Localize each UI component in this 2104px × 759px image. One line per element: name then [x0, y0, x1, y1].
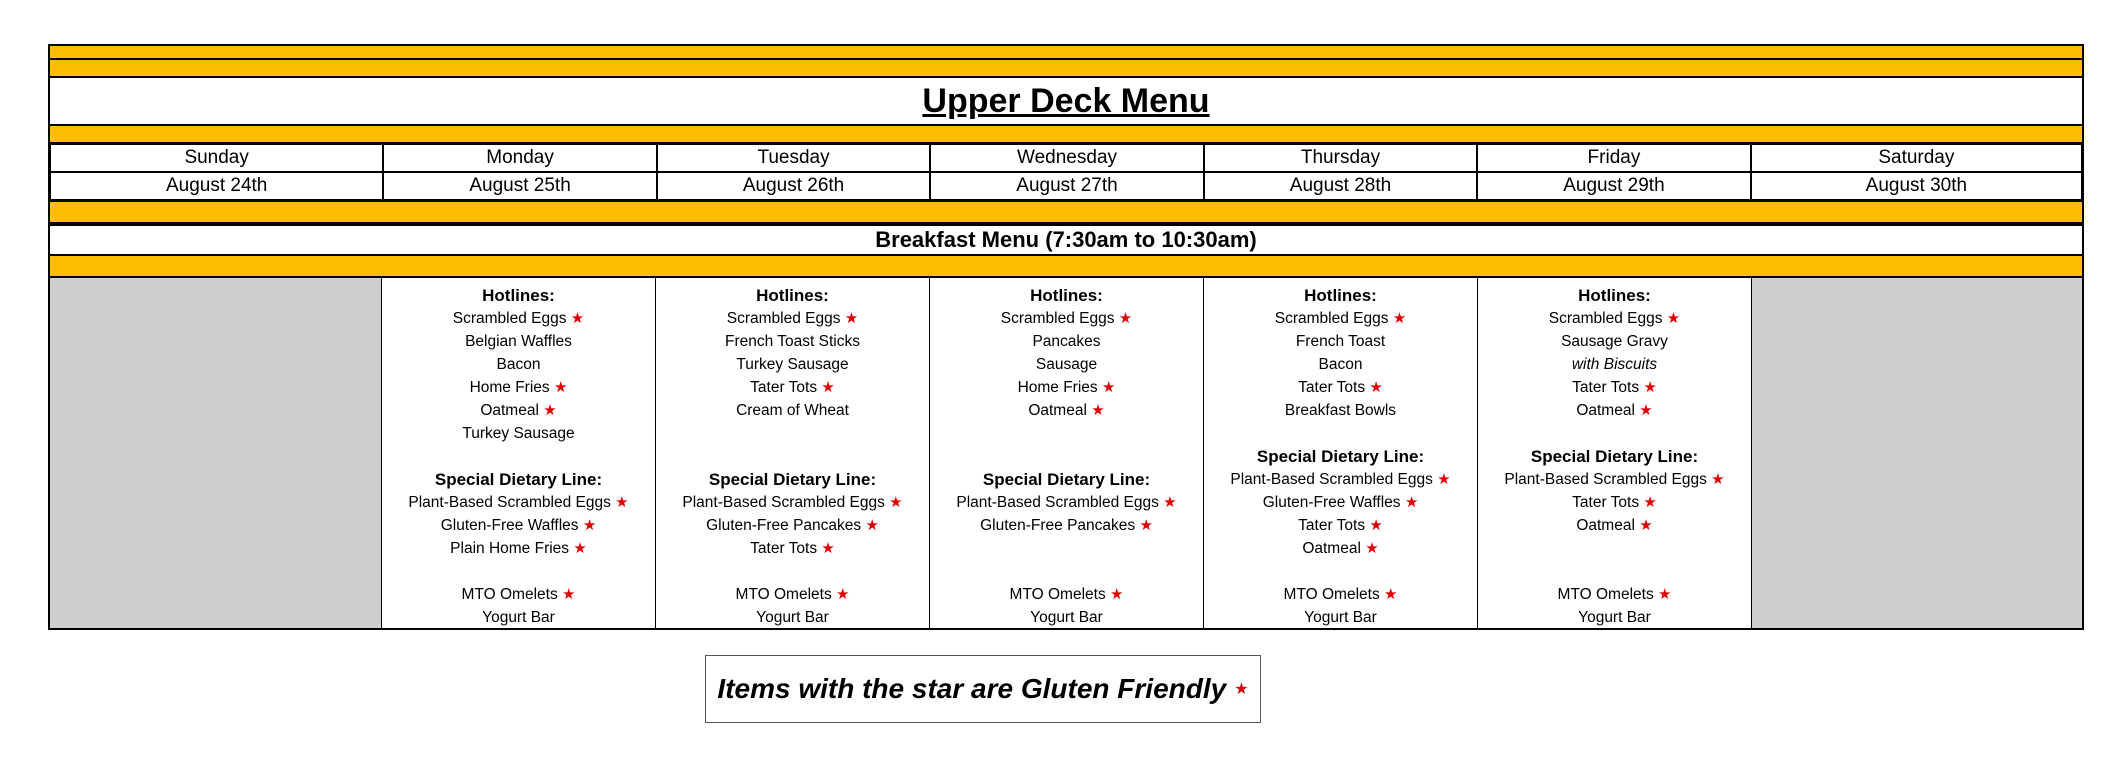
menu-item-text: Sausage: [1035, 356, 1098, 373]
spacer: [930, 445, 1203, 468]
empty-column: [50, 278, 382, 628]
dates-row: [48, 172, 2084, 202]
top-band: [48, 44, 2084, 60]
menu-item: [930, 330, 1203, 353]
menu-item: [656, 353, 929, 376]
menu-item-text: Scrambled Eggs: [1000, 310, 1115, 327]
star-icon: ★: [615, 494, 629, 511]
star-icon: ★: [570, 310, 585, 327]
star-icon: ★: [844, 310, 859, 327]
menu-item: [382, 376, 655, 399]
menu-item: [930, 583, 1203, 606]
menu-item-text: Scrambled Eggs: [1548, 310, 1663, 327]
menu-item: [1478, 537, 1751, 560]
menu-item: [1204, 583, 1477, 606]
menu-item: [1204, 399, 1477, 422]
gluten-note: [705, 655, 1261, 723]
menu-item: [656, 537, 929, 560]
star-icon: ★: [1711, 471, 1725, 488]
day-name: Monday: [383, 144, 656, 172]
day-name: Wednesday: [930, 144, 1203, 172]
menu-item-text: Pancakes: [1032, 333, 1101, 350]
menu-item: [1204, 330, 1477, 353]
menu-item: [382, 307, 655, 330]
menu-item-text: Gluten-Free Waffles: [440, 517, 579, 534]
menu-item: [1478, 606, 1751, 629]
star-icon: ★: [1110, 586, 1124, 603]
special-heading: Special Dietary Line:: [708, 470, 877, 489]
menu-item: [656, 307, 929, 330]
spacer: [1478, 422, 1751, 445]
special-heading: Special Dietary Line:: [1530, 447, 1699, 466]
menu-item: [382, 514, 655, 537]
star-icon: ★: [865, 517, 879, 534]
breakfast-heading: Breakfast Menu (7:30am to 10:30am): [875, 227, 1257, 252]
menu-item-text: Breakfast Bowls: [1284, 402, 1397, 419]
menu-item-text: Plant-Based Scrambled Eggs: [408, 494, 611, 511]
menu-item-text: Tater Tots: [1572, 379, 1640, 396]
menu-item-text: Yogurt Bar: [1030, 609, 1103, 626]
menu-item-text: Yogurt Bar: [1578, 609, 1651, 626]
menu-item-text: Plant-Based Scrambled Eggs: [1230, 471, 1433, 488]
menu-item-text: Oatmeal: [1302, 540, 1361, 557]
menu-item: [1478, 330, 1751, 353]
star-icon: ★: [553, 379, 568, 396]
menu-item-text: Tater Tots: [1298, 379, 1366, 396]
menu-item-text: MTO Omelets: [461, 586, 558, 603]
menu-item: [656, 583, 929, 606]
menu-column: [656, 278, 930, 628]
menu-item: [1204, 307, 1477, 330]
special-heading: Special Dietary Line:: [982, 470, 1151, 489]
day-date: August 26th: [657, 172, 930, 200]
star-icon: ★: [543, 402, 557, 419]
star-icon: ★: [562, 586, 576, 603]
spacer: [656, 445, 929, 468]
menu-item-text: Turkey Sausage: [736, 356, 849, 373]
menu-item-text: Home Fries: [469, 379, 550, 396]
star-icon: ★: [1369, 379, 1383, 396]
menu-item: [656, 330, 929, 353]
star-icon: ★: [1666, 310, 1681, 327]
menu-row: [48, 278, 2084, 630]
menu-item: [1478, 468, 1751, 491]
menu-item-text: Plain Home Fries: [450, 540, 570, 557]
star-icon: ★: [1139, 517, 1153, 534]
menu-item-text: Yogurt Bar: [1304, 609, 1377, 626]
menu-item-text: Tater Tots: [750, 379, 818, 396]
menu-item-text: Cream of Wheat: [736, 402, 849, 419]
menu-item: [656, 422, 929, 445]
menu-item-text: with Biscuits: [1571, 356, 1658, 373]
menu-item-text: Oatmeal: [1576, 402, 1635, 419]
menu-item: [930, 606, 1203, 629]
menu-item: [382, 583, 655, 606]
page-title: Upper Deck Menu: [922, 81, 1210, 120]
menu-item: [1204, 376, 1477, 399]
menu-item-text: French Toast: [1295, 333, 1386, 350]
special-heading: Special Dietary Line:: [1256, 447, 1425, 466]
menu-item: [930, 399, 1203, 422]
day-name: Saturday: [1751, 144, 2082, 172]
menu-column: [382, 278, 656, 628]
menu-item-text: Bacon: [496, 356, 541, 373]
star-icon: ★: [1404, 494, 1419, 511]
star-icon: ★: [1234, 681, 1249, 698]
day-name: Sunday: [50, 144, 383, 172]
menu-item-text: Tater Tots: [750, 540, 818, 557]
menu-column: [1478, 278, 1752, 628]
hotlines-heading: Hotlines:: [1578, 286, 1651, 305]
menu-item: [382, 491, 655, 514]
separator-band-2: [48, 202, 2084, 224]
menu-item: [1478, 491, 1751, 514]
star-icon: ★: [1639, 402, 1653, 419]
menu-item: [930, 537, 1203, 560]
menu-item-text: Plant-Based Scrambled Eggs: [956, 494, 1159, 511]
menu-item: [656, 514, 929, 537]
menu-item: [1478, 353, 1751, 376]
menu-item-text: Yogurt Bar: [756, 609, 829, 626]
days-row: [48, 144, 2084, 172]
star-icon: ★: [836, 586, 850, 603]
menu-item-text: Scrambled Eggs: [452, 310, 567, 327]
spacer: [382, 445, 655, 468]
star-icon: ★: [1369, 517, 1383, 534]
menu-item-text: Oatmeal: [480, 402, 539, 419]
day-date: August 25th: [383, 172, 656, 200]
menu-item-text: Oatmeal: [1028, 402, 1087, 419]
menu-item: [382, 353, 655, 376]
day-name: Tuesday: [657, 144, 930, 172]
spacer: [1204, 422, 1477, 445]
menu-item-text: Turkey Sausage: [462, 425, 575, 442]
title-row: [48, 78, 2084, 126]
hotlines-heading: Hotlines:: [482, 286, 555, 305]
star-icon: ★: [582, 517, 597, 534]
menu-item-text: Tater Tots: [1298, 517, 1366, 534]
spacer: [656, 560, 929, 583]
menu-item: [1478, 307, 1751, 330]
star-icon: ★: [1384, 586, 1398, 603]
menu-item: [656, 399, 929, 422]
menu-item-text: Scrambled Eggs: [1274, 310, 1389, 327]
menu-item-text: MTO Omelets: [1283, 586, 1380, 603]
hotlines-heading: Hotlines:: [756, 286, 829, 305]
menu-item-text: Plant-Based Scrambled Eggs: [1504, 471, 1707, 488]
menu-item: [656, 491, 929, 514]
menu-item-text: French Toast Sticks: [725, 333, 860, 350]
spacer: [1204, 560, 1477, 583]
star-icon: ★: [573, 540, 587, 557]
star-icon: ★: [1658, 586, 1672, 603]
menu-item-text: MTO Omelets: [735, 586, 832, 603]
menu-item-text: Home Fries: [1017, 379, 1098, 396]
menu-column: [930, 278, 1204, 628]
menu-item: [1478, 583, 1751, 606]
menu-item: [382, 606, 655, 629]
gluten-note-text: Items with the star are Gluten Friendly: [717, 673, 1227, 704]
menu-item-text: Bacon: [1318, 356, 1363, 373]
menu-item: [930, 353, 1203, 376]
hotlines-heading: Hotlines:: [1304, 286, 1377, 305]
star-icon: ★: [1437, 471, 1451, 488]
menu-item-text: Belgian Waffles: [465, 333, 572, 350]
menu-item: [382, 422, 655, 445]
menu-column: [1204, 278, 1478, 628]
menu-item: [382, 330, 655, 353]
menu-item: [382, 399, 655, 422]
star-icon: ★: [1163, 494, 1177, 511]
spacer: [1478, 560, 1751, 583]
menu-item: [1478, 399, 1751, 422]
menu-item-text: Yogurt Bar: [482, 609, 555, 626]
menu-item-text: Plant-Based Scrambled Eggs: [682, 494, 885, 511]
separator-band: [48, 126, 2084, 144]
star-icon: ★: [821, 540, 835, 557]
breakfast-heading-row: [48, 224, 2084, 256]
menu-item: [1478, 376, 1751, 399]
empty-column: [1752, 278, 2082, 628]
menu-item: [1204, 537, 1477, 560]
star-icon: ★: [1643, 379, 1657, 396]
menu-item-text: MTO Omelets: [1557, 586, 1654, 603]
day-date: August 24th: [50, 172, 383, 200]
star-icon: ★: [1365, 540, 1379, 557]
star-icon: ★: [1639, 517, 1653, 534]
star-icon: ★: [821, 379, 835, 396]
menu-item-text: MTO Omelets: [1009, 586, 1106, 603]
hotlines-heading: Hotlines:: [1030, 286, 1103, 305]
menu-item: [656, 606, 929, 629]
menu-item-text: Tater Tots: [1572, 494, 1640, 511]
star-icon: ★: [1392, 310, 1407, 327]
day-name: Friday: [1477, 144, 1750, 172]
day-date: August 30th: [1751, 172, 2082, 200]
menu-item: [1478, 514, 1751, 537]
menu-item: [930, 514, 1203, 537]
menu-item: [656, 376, 929, 399]
menu-item: [930, 491, 1203, 514]
spacer: [930, 560, 1203, 583]
top-band-2: [48, 60, 2084, 78]
menu-item-text: Sausage Gravy: [1561, 333, 1668, 350]
menu-item-text: Scrambled Eggs: [726, 310, 841, 327]
menu-sheet: [48, 44, 2084, 630]
menu-item: [930, 307, 1203, 330]
menu-item-text: Gluten-Free Waffles: [1262, 494, 1401, 511]
menu-item: [1204, 606, 1477, 629]
star-icon: ★: [1643, 494, 1657, 511]
special-heading: Special Dietary Line:: [434, 470, 603, 489]
spacer: [382, 560, 655, 583]
star-icon: ★: [1118, 310, 1133, 327]
day-name: Thursday: [1204, 144, 1477, 172]
day-date: August 28th: [1204, 172, 1477, 200]
star-icon: ★: [1101, 379, 1116, 396]
menu-item: [930, 422, 1203, 445]
menu-item: [1204, 468, 1477, 491]
menu-item: [1204, 491, 1477, 514]
menu-item-text: Gluten-Free Pancakes: [980, 517, 1136, 534]
menu-item: [1204, 353, 1477, 376]
menu-item: [382, 537, 655, 560]
star-icon: ★: [889, 494, 903, 511]
menu-item: [1204, 514, 1477, 537]
day-date: August 29th: [1477, 172, 1750, 200]
menu-item-text: Gluten-Free Pancakes: [706, 517, 862, 534]
star-icon: ★: [1091, 402, 1105, 419]
menu-item: [930, 376, 1203, 399]
day-date: August 27th: [930, 172, 1203, 200]
menu-item-text: Oatmeal: [1576, 517, 1635, 534]
separator-band-3: [48, 256, 2084, 278]
